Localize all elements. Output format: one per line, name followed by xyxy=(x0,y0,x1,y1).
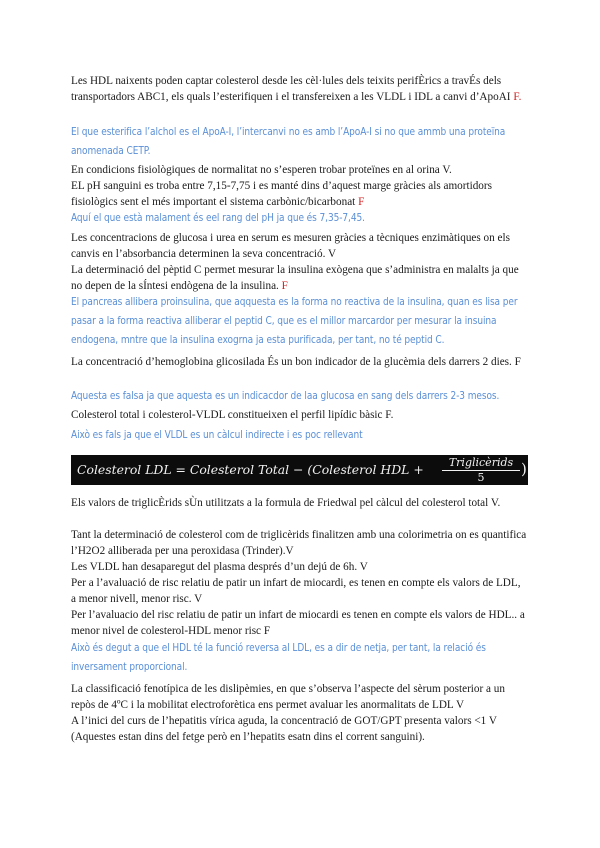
paragraph-proteins: En condicions fisiològiques de normalitat no s’esperen trobar proteïnes en al orina V. xyxy=(71,164,452,176)
paragraph-vldl: Les VLDL han desaparegut del plasma després d’un dejú de 6h. V xyxy=(71,561,368,573)
paragraph-glucose: Les concentracions de glucosa i urea en serum es mesuren gràcies a tècniques enzimàtiques on els canvis en l’absorbancia determinen la seva concentració. V xyxy=(71,232,510,260)
formula-denominator: 5 xyxy=(477,471,485,484)
note-lipid-profile: Això es fals ja que el VLDL es un càlcul indirecte i es poc rellevant xyxy=(71,429,363,441)
friedewald-formula xyxy=(71,455,528,485)
answer-mark: F xyxy=(281,280,288,292)
formula-numerator: Triglicèrids xyxy=(442,456,520,471)
note-hemoglobin: Aquesta es falsa ja que aquesta es un indicacdor de laa glucosa en sang dels darrers 2-3 mesos. xyxy=(71,390,500,402)
paragraph-lipid-profile: Colesterol total i colesterol-VLDL constitueixen el perfil lipídic bàsic F. xyxy=(71,409,394,421)
note-hdl: El que esterifica l’alchol es el ApoA-I, l’intercanvi no es amb l’ApoA-I si no que ammb una proteïna anomenada CETP. xyxy=(71,126,506,157)
paragraph-hemoglobin: La concentració d’hemoglobina glicosilada És un bon indicador de la glucèmia dels darrers 2 dies. F xyxy=(71,356,521,368)
paragraph-hepatitis: A l’inici del curs de l’hepatitis vírica aguda, la concentració de GOT/GPT presenta valors <1 V (Aquestes estan dins del fetge però en l’hepatits esatn dins el corrent sanguini). xyxy=(71,715,497,743)
paragraph-ldl-risk: Per a l’avaluació de risc relatiu de patir un infart de miocardi, es tenen en compte els valors de LDL, a menor nivell, menor risc. V xyxy=(71,577,521,605)
paragraph-colorimetry: Tant la determinació de colesterol com de triglicèrids finalitzen amb una colorimetria on es quantifica l’H2O2 alliberada per una peroxidasa (Trinder).V xyxy=(71,529,527,557)
note-peptide-c: El pancreas allibera proinsulina, que aqquesta es la forma no reactiva de la insulina, quan es lisa per pasar a la forma reactiva alliberar el peptid C, que es el millor marcardor per mesurar la insuina endogena, mntre que la insulina exogrna ja esta purificada, per tant, no té peptid C. xyxy=(71,296,518,346)
formula-close-paren: ) xyxy=(521,460,527,478)
paragraph-triglycerides: Els valors de triglicÈrids sÙn utilitzats a la formula de Friedwal pel càlcul del colesterol total V. xyxy=(71,497,501,509)
formula-fraction xyxy=(442,456,520,484)
note-ph: Aquí el que està malament és eel rang del pH ja que és 7,35-7,45. xyxy=(71,212,365,224)
formula-expression: Colesterol LDL = Colesterol Total − (Colesterol HDL + xyxy=(77,462,424,477)
answer-mark: F xyxy=(358,196,365,208)
paragraph-hdl-risk: Per l’avaluacio del risc relatiu de patir un infart de miocardi es tenen en compte els valors de HDL.. a menor nivel de colesterol-HDL menor risc F xyxy=(71,609,525,637)
paragraph-dyslipidemia: La classificació fenotípica de les dislipèmies, en que s’observa l’aspecte del sèrum posterior a un repòs de 4ºC i la mobilitat electroforètica ens permet avaluar les anormalitats de LDL V xyxy=(71,683,505,711)
answer-mark: F. xyxy=(513,91,522,103)
paragraph-hdl: Les HDL naixents poden captar colesterol desde les cèl·lules dels teixits perifÈrics a travÉs dels transportadors ABC1, els quals l’esterifiquen i el transfereixen a les VLDL i IDL a canvi d’ApoAI F. xyxy=(71,75,522,103)
paragraph-ph: EL pH sanguini es troba entre 7,15-7,75 i es manté dins d’aquest marge gràcies als amortidors fisiològics sent el més important el sistema carbònic/bicarbonat F xyxy=(71,180,492,208)
note-hdl-risk: Això és degut a que el HDL té la funció reversa al LDL, es a dir de netja, per tant, la relació és inversament proporcional. xyxy=(71,642,486,673)
paragraph-peptide-c: La determinació del pèptid C permet mesurar la insulina exògena que s’administra en malalts ja que no depen de la sÍntesi endògena de la insulina. F xyxy=(71,264,519,292)
